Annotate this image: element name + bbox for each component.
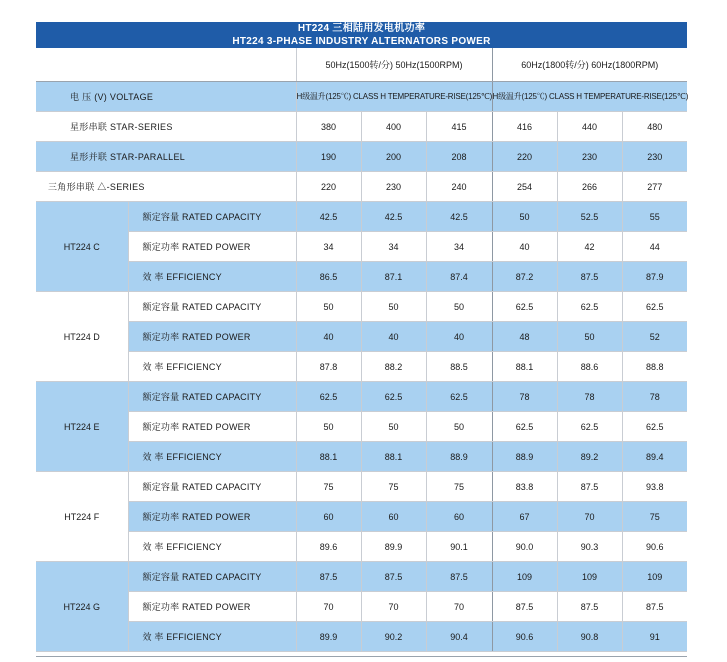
param-value: 34 (296, 232, 361, 262)
connection-row (36, 142, 687, 172)
param-value: 34 (361, 232, 426, 262)
param-value: 89.4 (622, 442, 687, 472)
param-label: 效 率 EFFICIENCY (128, 442, 296, 472)
param-value: 34 (426, 232, 492, 262)
param-label: 额定功率 RATED POWER (128, 322, 296, 352)
param-value: 70 (557, 502, 622, 532)
param-value: 87.8 (296, 352, 361, 382)
connection-label: 三角形串联 △-SERIES (36, 172, 296, 202)
param-value: 40 (296, 322, 361, 352)
param-value: 62.5 (622, 292, 687, 322)
voltage-value: 230 (622, 142, 687, 172)
class-60hz: H级温升(125℃) CLASS H TEMPERATURE-RISE(125℃) (492, 82, 687, 112)
connection-label: 星形并联 STAR-PARALLEL (36, 142, 296, 172)
param-value: 87.5 (361, 562, 426, 592)
model-row-efficiency (36, 532, 687, 562)
param-label: 额定容量 RATED CAPACITY (128, 202, 296, 232)
model-rows (36, 202, 687, 652)
param-value: 90.8 (557, 622, 622, 652)
connection-row (36, 112, 687, 142)
voltage-value: 240 (426, 172, 492, 202)
param-value: 52 (622, 322, 687, 352)
param-value: 87.5 (557, 592, 622, 622)
param-value: 62.5 (426, 382, 492, 412)
param-label: 额定容量 RATED CAPACITY (128, 562, 296, 592)
model-name: HT224 C (36, 202, 128, 292)
param-value: 62.5 (296, 382, 361, 412)
param-label: 额定容量 RATED CAPACITY (128, 472, 296, 502)
param-value: 62.5 (557, 412, 622, 442)
model-row-capacity (36, 472, 687, 502)
title-cn: HT224 三相陆用发电机功率 (297, 23, 426, 34)
param-value: 50 (361, 292, 426, 322)
voltage-value: 230 (361, 172, 426, 202)
param-value: 87.5 (426, 562, 492, 592)
param-value: 87.9 (622, 262, 687, 292)
power-table (36, 48, 687, 652)
class-50hz: H级温升(125℃) CLASS H TEMPERATURE-RISE(125℃) (296, 82, 492, 112)
param-value: 88.5 (426, 352, 492, 382)
voltage-value: 220 (296, 172, 361, 202)
model-row-power (36, 412, 687, 442)
param-value: 44 (622, 232, 687, 262)
param-value: 90.1 (426, 532, 492, 562)
param-value: 78 (557, 382, 622, 412)
model-row-efficiency (36, 442, 687, 472)
param-value: 87.1 (361, 262, 426, 292)
param-value: 88.9 (426, 442, 492, 472)
voltage-value: 416 (492, 112, 557, 142)
param-value: 78 (622, 382, 687, 412)
param-value: 90.0 (492, 532, 557, 562)
model-row-power (36, 232, 687, 262)
model-row-capacity (36, 202, 687, 232)
param-value: 50 (492, 202, 557, 232)
param-value: 62.5 (361, 382, 426, 412)
param-value: 88.6 (557, 352, 622, 382)
param-value: 89.2 (557, 442, 622, 472)
param-value: 62.5 (492, 412, 557, 442)
param-value: 88.2 (361, 352, 426, 382)
param-value: 89.9 (361, 532, 426, 562)
freq-60hz: 60Hz(1800转/分) 60Hz(1800RPM) (492, 48, 687, 82)
param-value: 70 (361, 592, 426, 622)
param-label: 额定容量 RATED CAPACITY (128, 292, 296, 322)
voltage-label: 电 压 (V) VOLTAGE (36, 82, 296, 112)
freq-50hz: 50Hz(1500转/分) 50Hz(1500RPM) (296, 48, 492, 82)
param-value: 70 (426, 592, 492, 622)
param-value: 60 (296, 502, 361, 532)
model-row-capacity (36, 382, 687, 412)
power-table-sheet (36, 22, 687, 652)
param-label: 额定功率 RATED POWER (128, 232, 296, 262)
param-value: 42.5 (361, 202, 426, 232)
param-value: 60 (361, 502, 426, 532)
voltage-value: 254 (492, 172, 557, 202)
param-value: 40 (426, 322, 492, 352)
param-value: 90.4 (426, 622, 492, 652)
param-value: 88.9 (492, 442, 557, 472)
frequency-blank (36, 48, 296, 82)
connection-rows (36, 112, 687, 202)
param-value: 88.1 (492, 352, 557, 382)
param-value: 89.9 (296, 622, 361, 652)
voltage-value: 200 (361, 142, 426, 172)
param-value: 90.2 (361, 622, 426, 652)
voltage-value: 415 (426, 112, 492, 142)
frequency-row (36, 48, 687, 82)
model-row-power (36, 322, 687, 352)
param-value: 109 (492, 562, 557, 592)
param-value: 93.8 (622, 472, 687, 502)
param-value: 50 (296, 412, 361, 442)
param-label: 额定功率 RATED POWER (128, 502, 296, 532)
param-value: 40 (361, 322, 426, 352)
param-value: 50 (296, 292, 361, 322)
title-bar (36, 22, 687, 48)
param-value: 42 (557, 232, 622, 262)
param-value: 90.3 (557, 532, 622, 562)
param-value: 62.5 (492, 292, 557, 322)
model-name: HT224 E (36, 382, 128, 472)
param-value: 70 (296, 592, 361, 622)
voltage-value: 480 (622, 112, 687, 142)
connection-row (36, 172, 687, 202)
title-en: HT224 3-PHASE INDUSTRY ALTERNATORS POWER (232, 36, 491, 47)
param-value: 60 (426, 502, 492, 532)
model-name: HT224 G (36, 562, 128, 652)
param-label: 额定容量 RATED CAPACITY (128, 382, 296, 412)
param-value: 87.5 (296, 562, 361, 592)
voltage-row (36, 82, 687, 112)
param-label: 效 率 EFFICIENCY (128, 532, 296, 562)
param-value: 75 (622, 502, 687, 532)
bottom-rule (36, 656, 687, 657)
param-value: 87.2 (492, 262, 557, 292)
param-value: 88.8 (622, 352, 687, 382)
param-value: 75 (361, 472, 426, 502)
model-row-capacity (36, 292, 687, 322)
model-row-power (36, 502, 687, 532)
param-value: 40 (492, 232, 557, 262)
param-value: 90.6 (622, 532, 687, 562)
param-value: 86.5 (296, 262, 361, 292)
param-value: 50 (426, 292, 492, 322)
voltage-value: 380 (296, 112, 361, 142)
model-name: HT224 D (36, 292, 128, 382)
model-name: HT224 F (36, 472, 128, 562)
voltage-value: 220 (492, 142, 557, 172)
model-row-efficiency (36, 352, 687, 382)
param-value: 88.1 (361, 442, 426, 472)
voltage-value: 440 (557, 112, 622, 142)
param-value: 89.6 (296, 532, 361, 562)
param-value: 83.8 (492, 472, 557, 502)
param-value: 78 (492, 382, 557, 412)
param-value: 109 (557, 562, 622, 592)
param-label: 效 率 EFFICIENCY (128, 262, 296, 292)
param-value: 75 (426, 472, 492, 502)
voltage-value: 230 (557, 142, 622, 172)
param-value: 50 (557, 322, 622, 352)
voltage-value: 208 (426, 142, 492, 172)
param-value: 55 (622, 202, 687, 232)
param-value: 42.5 (426, 202, 492, 232)
param-value: 50 (361, 412, 426, 442)
param-value: 91 (622, 622, 687, 652)
param-label: 效 率 EFFICIENCY (128, 352, 296, 382)
model-row-power (36, 592, 687, 622)
param-value: 62.5 (622, 412, 687, 442)
voltage-value: 190 (296, 142, 361, 172)
param-value: 50 (426, 412, 492, 442)
param-value: 87.4 (426, 262, 492, 292)
param-label: 额定功率 RATED POWER (128, 592, 296, 622)
param-value: 109 (622, 562, 687, 592)
param-label: 额定功率 RATED POWER (128, 412, 296, 442)
connection-label: 星形串联 STAR-SERIES (36, 112, 296, 142)
param-value: 87.5 (492, 592, 557, 622)
param-value: 87.5 (557, 472, 622, 502)
param-value: 52.5 (557, 202, 622, 232)
param-value: 42.5 (296, 202, 361, 232)
voltage-value: 266 (557, 172, 622, 202)
voltage-value: 277 (622, 172, 687, 202)
param-value: 90.6 (492, 622, 557, 652)
voltage-value: 400 (361, 112, 426, 142)
param-value: 75 (296, 472, 361, 502)
param-value: 87.5 (622, 592, 687, 622)
param-value: 87.5 (557, 262, 622, 292)
param-value: 48 (492, 322, 557, 352)
param-value: 62.5 (557, 292, 622, 322)
model-row-efficiency (36, 622, 687, 652)
param-value: 88.1 (296, 442, 361, 472)
param-value: 67 (492, 502, 557, 532)
model-row-efficiency (36, 262, 687, 292)
param-label: 效 率 EFFICIENCY (128, 622, 296, 652)
model-row-capacity (36, 562, 687, 592)
